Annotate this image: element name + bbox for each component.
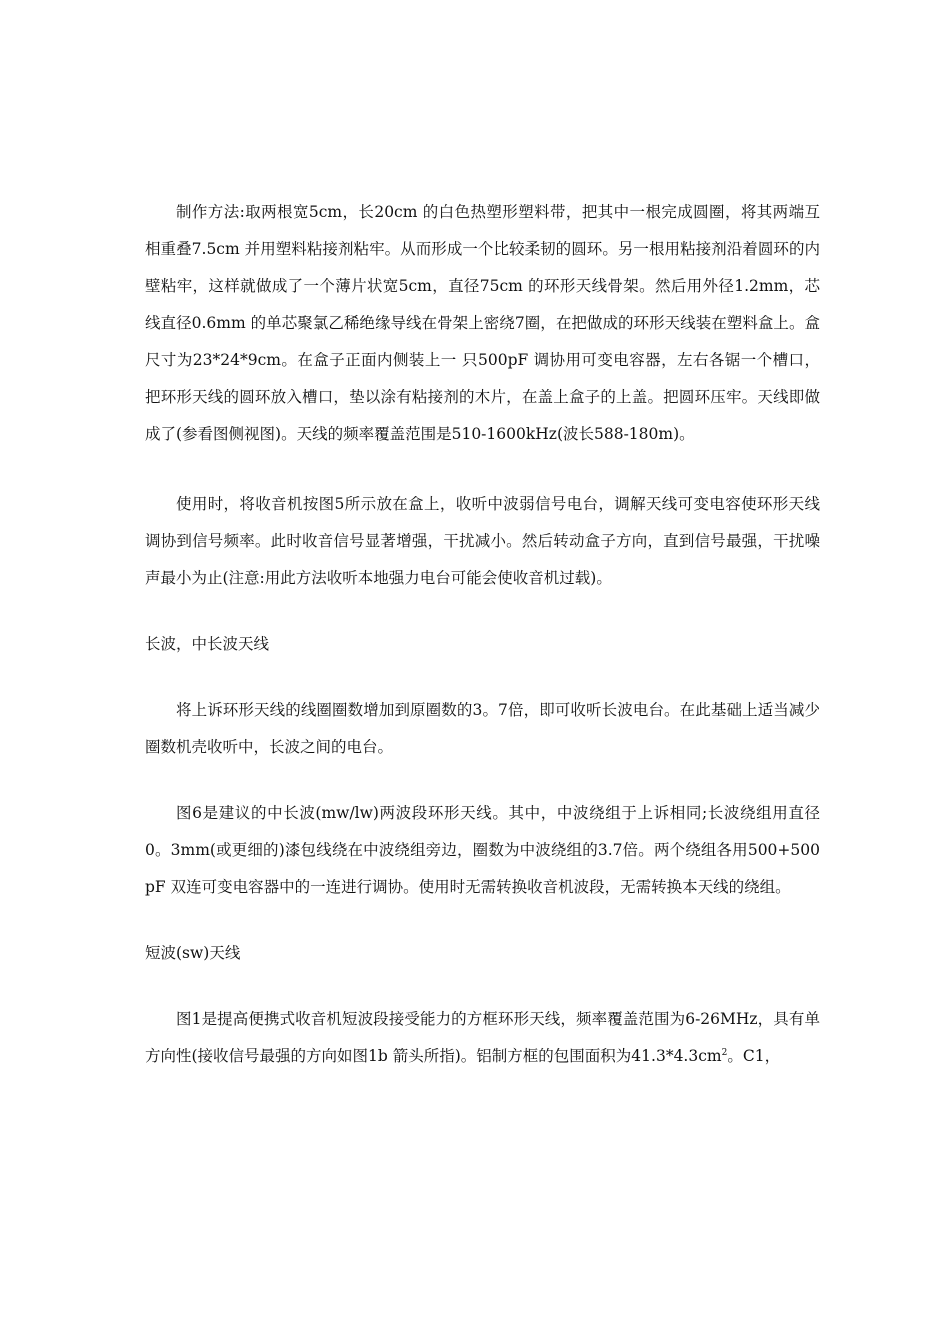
heading-short-wave-antenna: 短波(sw)天线	[145, 944, 241, 962]
paragraph-usage: 使用时，将收音机按图5所示放在盒上，收听中波弱信号电台，调解天线可变电容使环形天线调协到信号频率。此时收音信号显著增强，干扰减小。然后转动盒子方向，直到信号最强，干扰噪声最小为止(注意:用此方法收听本地强力电台可能会使收音机过载)。	[145, 495, 820, 587]
paragraph-two-band-antenna: 图6是建议的中长波(mw/lw)两波段环形天线。其中，中波绕组于上诉相同;长波绕组用直径0。3mm(或更细的)漆包线绕在中波绕组旁边，圈数为中波绕组的3.7倍。两个绕组各用500+500pF 双连可变电容器中的一连进行调协。使用时无需转换收音机波段，无需转换本天线的绕组。	[145, 804, 820, 896]
paragraph-construction-method: 制作方法:取两根宽5cm，长20cm 的白色热塑形塑料带，把其中一根完成圆圈，将其两端互相重叠7.5cm 并用塑料粘接剂粘牢。从而形成一个比较柔韧的圆环。另一根用粘接剂沿着圆环的内壁粘牢，这样就做成了一个薄片状宽5cm，直径75cm 的环形天线骨架。然后用外径1.2mm，芯线直径0.6mm 的单芯聚氯乙稀绝缘导线在骨架上密绕7圈，在把做成的环形天线装在塑料盒上。盒尺寸为23*24*9cm。在盒子正面内侧装上一 只500pF 调协用可变电容器，左右各锯一个槽口，把环形天线的圆环放入槽口，垫以涂有粘接剂的木片，在盖上盒子的上盖。把圆环压牢。天线即做成了(参看图侧视图)。天线的频率覆盖范围是510-1600kHz(波长588-180m)。	[145, 203, 820, 443]
paragraph-short-wave-tail: 。C1，	[727, 1047, 781, 1065]
heading-long-medium-wave-antenna: 长波，中长波天线	[145, 635, 270, 653]
paragraph-short-wave-text: 图1是提高便携式收音机短波段接受能力的方框环形天线，频率覆盖范围为6-26MHz，具有单方向性(接收信号最强的方向如图1b 箭头所指)。铝制方框的包围面积为41.3*4.3cm	[145, 1010, 820, 1065]
document-body	[145, 194, 820, 1075]
paragraph-long-wave: 将上诉环形天线的线圈圈数增加到原圈数的3。7倍，即可收听长波电台。在此基础上适当减少圈数机壳收听中，长波之间的电台。	[145, 701, 820, 756]
superscript-squared: 2	[721, 1047, 728, 1058]
paragraph-short-wave	[145, 1001, 820, 1075]
